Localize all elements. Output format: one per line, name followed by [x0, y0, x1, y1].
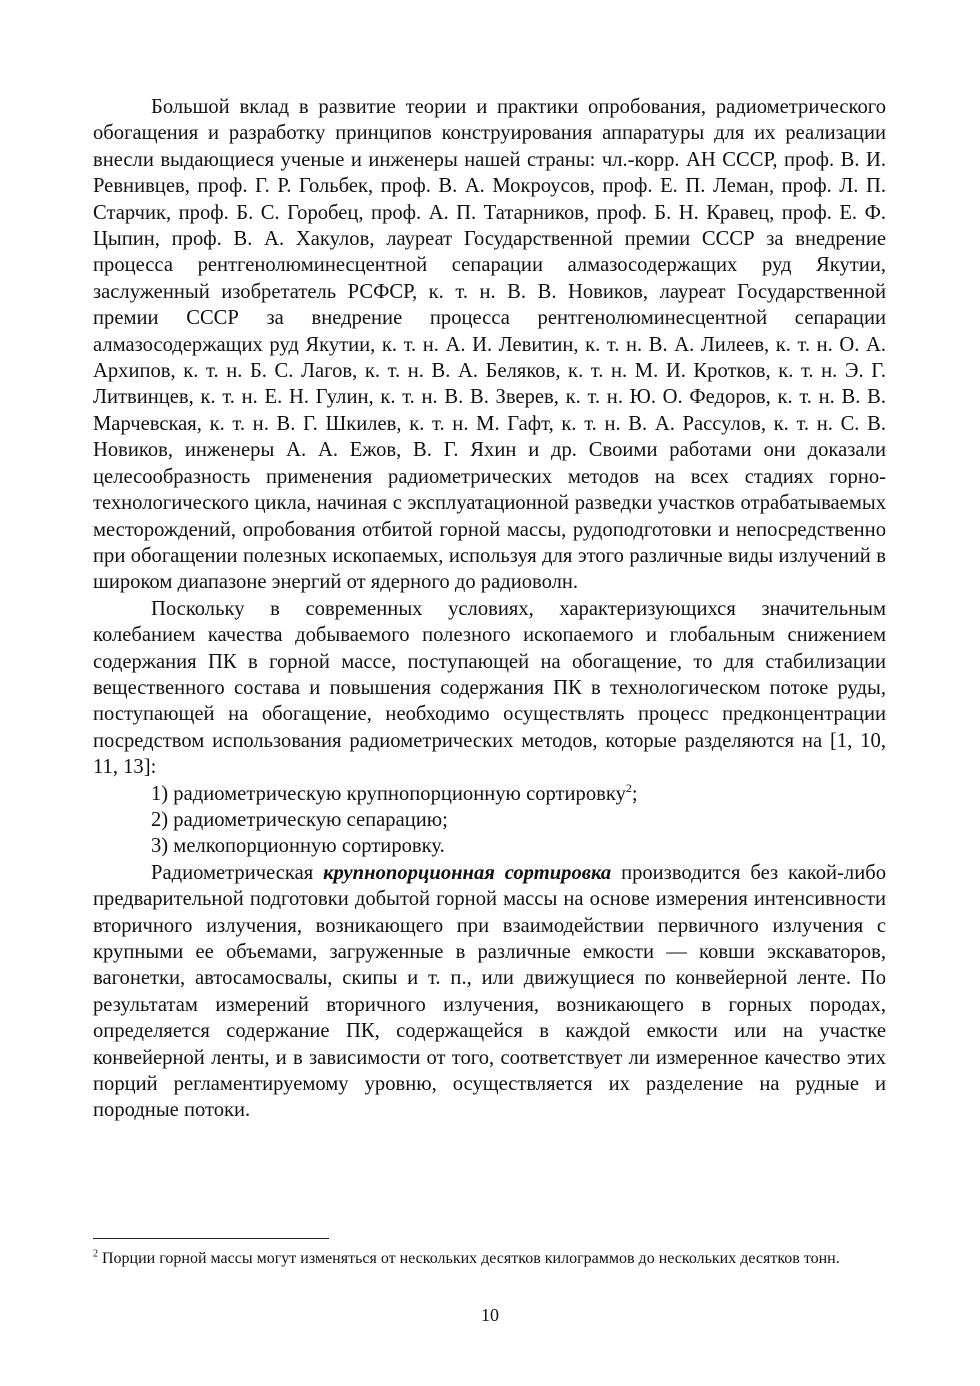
- list-item-1-text: 1) радиометрическую крупнопорционную сортировку: [151, 782, 626, 805]
- main-text: [93, 94, 886, 1124]
- list-item-2: 2) радиометрическую сепарацию;: [151, 808, 448, 831]
- footnote-ref: 2: [625, 780, 632, 795]
- paragraph-bulk-sorting: [93, 860, 886, 1124]
- footnote: [93, 1248, 886, 1269]
- page-number: 10: [481, 1305, 499, 1325]
- paragraph-bulk-sorting-lead: Радиометрическая: [151, 861, 324, 884]
- paragraph-contributors: Большой вклад в развитие теории и практики опробования, радиометрического обогащения и разработку принципов конструирования аппаратуры для их реализации внесли выдающиеся ученые и инженеры нашей страны: чл.-корр. АН СССР, проф. В. И. Ревнивцев, проф. Г. Р. Гольбек, проф. В. А. Мокроусов, проф. Е. П. Леман, проф. Л. П. Старчик, проф. Б. С. Горобец, проф. А. П. Татарников, проф. Б. Н. Кравец, проф. Е. Ф. Цыпин, проф. В. А. Хакулов, лауреат Государственной премии СССР за внедрение процесса рентгенолюминесцентной сепарации алмазосодержащих руд Якутии, заслуженный изобретатель РСФСР, к. т. н. В. В. Новиков, лауреат Государственной премии СССР за внедрение процесса рентгенолюминесцентной сепарации алмазосодержащих руд Якутии, к. т. н. А. И. Левитин, к. т. н. В. А. Лилеев, к. т. н. О. А. Архипов, к. т. н. Б. С. Лагов, к. т. н. В. А. Беляков, к. т. н. М. И. Кротков, к. т. н. Э. Г. Литвинцев, к. т. н. Е. Н. Гулин, к. т. н. В. В. Зверев, к. т. н. Ю. О. Федоров, к. т. н. В. В. Марчевская, к. т. н. В. Г. Шкилев, к. т. н. М. Гафт, к. т. н. В. А. Рассулов, к. т. н. С. В. Новиков, инженеры А. А. Ежов, В. Г. Яхин и др. Своими работами они доказали целесообразность применения радиометрических методов на всех стадиях горно-технологического цикла, начиная с эксплуатационной разведки участков отрабатываемых месторождений, опробования отбитой горной массы, рудоподготовки и непосредственно при обогащении полезных ископаемых, используя для этого различные виды излучений в широком диапазоне энергий от ядерного до радиоволн.: [93, 96, 886, 594]
- list-item-3: 3) мелкопорционную сортировку.: [151, 835, 445, 858]
- list-item-1: [93, 781, 886, 807]
- footnote-text: Порции горной массы могут изменяться от нескольких десятков килограммов до нескольких десятков тонн.: [98, 1250, 840, 1267]
- list-item-1-end: ;: [631, 782, 638, 805]
- paragraph-bulk-sorting-rest: производится без какой-либо предварительной подготовки добытой горной массы на основе измерения интенсивности вторичного излучения, возникающего при взаимодействии первичного излучения с крупными ее объемами, загруженные в различные емкости — ковши экскаваторов, вагонетки, автосамосвалы, скипы и т. п., или движущиеся по конвейерной ленте. По результатам измерений вторичного излучения, возникающего в горных породах, определяется содержание ПК, содержащейся в каждой емкости или на участке конвейерной ленты, и в зависимости от того, соответствует ли измеренное качество этих порций регламентируемому уровню, осуществляется их разделение на рудные и породные потоки.: [93, 861, 886, 1122]
- paragraph-preconcentration: Поскольку в современных условиях, характеризующихся значительным колебанием качества добываемого полезного ископаемого и глобальным снижением содержания ПК в горной массе, поступающей на обогащение, то для стабилизации вещественного состава и повышения содержания ПК в технологическом потоке руды, поступающей на обогащение, необходимо осуществлять процесс предконцентрации посредством использования радиометрических методов, которые разделяются на [1, 10, 11, 13]:: [93, 597, 886, 779]
- footnote-marker: 2: [93, 1248, 98, 1260]
- term-bulk-sorting: крупнопорционная сортировка: [323, 861, 612, 884]
- footnote-divider: [93, 1238, 329, 1239]
